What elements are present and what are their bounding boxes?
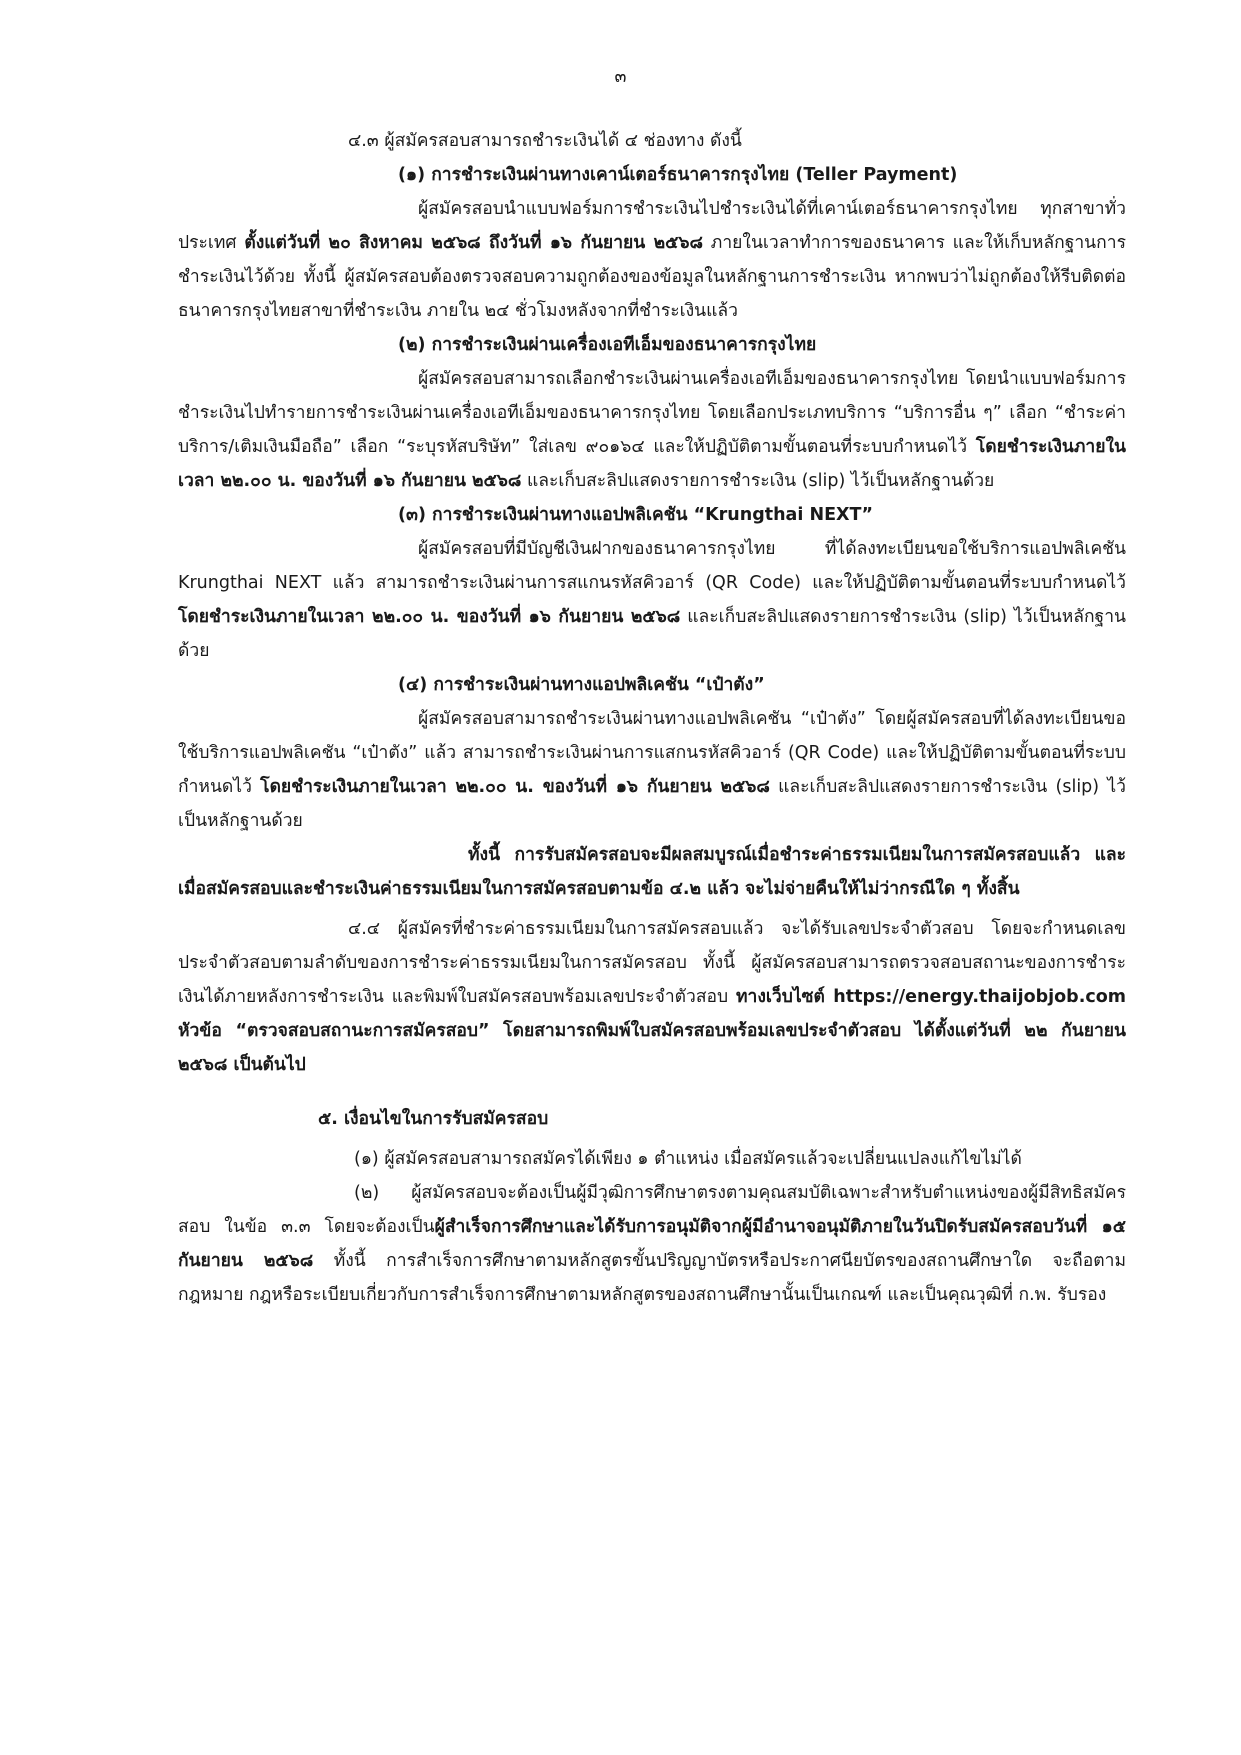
section-4-4-text: ๔.๔ ผู้สมัครที่ชำระค่าธรรมเนียมในการสมัครสอบแล้ว จะได้รับเลขประจำตัวสอบ โดยจะกำหนดเลขประจำตัวสอบตามลำดับของการชำระค่าธรรมเนียมในการสมัครสอบ ทั้งนี้ ผู้สมัครสอบสามารถตรวจสอบสถานะของการชำระเงินได้ภายหลังการชำระเงิน และพิมพ์ใบสมัครสอบพร้อมเลขประจำตัวสอบ: [178, 919, 1126, 1007]
section-5-item-2: [178, 1176, 1126, 1312]
channel-4-paragraph: [178, 702, 1126, 838]
channel-4-text-2: และเก็บสะลิปแสดงรายการชำระเงิน (slip) ไว้เป็นหลักฐานด้วย: [178, 777, 1126, 831]
channel-3-paragraph: [178, 532, 1126, 668]
section-5-item-2-text-1: (๒) ผู้สมัครสอบจะต้องเป็นผู้มีวุฒิการศึกษาตรงตามคุณสมบัติเฉพาะสำหรับตำแหน่งของผู้มีสิทธิสมัครสอบ ในข้อ ๓.๓ โดยจะต้องเป็น: [178, 1183, 1126, 1237]
channel-1-text-1: ผู้สมัครสอบนำแบบฟอร์มการชำระเงินไปชำระเงินได้ที่เคาน์เตอร์ธนาคารกรุงไทย ทุกสาขาทั่วประเทศ: [178, 199, 1126, 253]
channel-1-heading: (๑) การชำระเงินผ่านทางเคาน์เตอร์ธนาคารกรุงไทย (Teller Payment): [398, 165, 958, 185]
document-body: [178, 124, 1126, 1312]
page-number: ๓: [614, 67, 627, 87]
fee-nonrefund-note: ทั้งนี้ การรับสมัครสอบจะมีผลสมบูรณ์เมื่อชำระค่าธรรมเนียมในการสมัครสอบแล้ว และเมื่อสมัครสอบและชำระเงินค่าธรรมเนียมในการสมัครสอบตามข้อ ๔.๒ แล้ว จะไม่จ่ายคืนให้ไม่ว่ากรณีใด ๆ ทั้งสิ้น: [178, 845, 1126, 899]
section-5-heading: ๕. เงื่อนไขในการรับสมัครสอบ: [318, 1109, 549, 1129]
channel-2-paragraph: [178, 362, 1126, 498]
section-4-3-intro: ๔.๓ ผู้สมัครสอบสามารถชำระเงินได้ ๔ ช่องทาง ดังนี้: [348, 131, 742, 151]
section-5-item-1: (๑) ผู้สมัครสอบสามารถสมัครได้เพียง ๑ ตำแหน่ง เมื่อสมัครแล้วจะเปลี่ยนแปลงแก้ไขไม่ได้: [354, 1149, 1022, 1169]
channel-2-text-2: และเก็บสะลิปแสดงรายการชำระเงิน (slip) ไว้เป็นหลักฐานด้วย: [521, 471, 995, 491]
section-5-item-2-text-2: ทั้งนี้ การสำเร็จการศึกษาตามหลักสูตรขั้นปริญญาบัตรหรือประกาศนียบัตรของสถานศึกษาใด จะถือตามกฎหมาย กฎหรือระเบียบเกี่ยวกับการสำเร็จการศึกษาตามหลักสูตรของสถานศึกษานั้นเป็นเกณฑ์ และเป็นคุณวุฒิที่ ก.พ. รับรอง: [178, 1251, 1126, 1305]
section-5-item-2-bold: ผู้สำเร็จการศึกษาและได้รับการอนุมัติจากผู้มีอำนาจอนุมัติภายในวันปิดรับสมัครสอบวันที่ ๑๕ กันยายน ๒๕๖๘: [178, 1217, 1126, 1271]
channel-4-text-1: ผู้สมัครสอบสามารถชำระเงินผ่านทางแอปพลิเคชัน “เป๋าตัง” โดยผู้สมัครสอบที่ได้ลงทะเบียนขอใช้บริการแอปพลิเคชัน “เป๋าตัง” แล้ว สามารถชำระเงินผ่านการแสกนรหัสคิวอาร์ (QR Code) และให้ปฏิบัติตามขั้นตอนที่ระบบกำหนดไว้: [178, 709, 1126, 797]
channel-2-heading: (๒) การชำระเงินผ่านเครื่องเอทีเอ็มของธนาคารกรุงไทย: [398, 335, 817, 355]
channel-2-text-1: ผู้สมัครสอบสามารถเลือกชำระเงินผ่านเครื่องเอทีเอ็มของธนาคารกรุงไทย โดยนำแบบฟอร์มการชำระเงินไปทำรายการชำระเงินผ่านเครื่องเอทีเอ็มของธนาคารกรุงไทย โดยเลือกประเภทบริการ “บริการอื่น ๆ” เลือก “ชำระค่าบริการ/เติมเงินมือถือ” เลือก “ระบุรหัสบริษัท” ใส่เลข ๙๐๑๖๔ และให้ปฏิบัติตามขั้นตอนที่ระบบกำหนดไว้: [178, 369, 1126, 457]
channel-1-paragraph: [178, 192, 1126, 328]
channel-1-period: ตั้งแต่วันที่ ๒๐ สิงหาคม ๒๕๖๘ ถึงวันที่ ๑๖ กันยายน ๒๕๖๘: [244, 233, 703, 253]
channel-4-deadline: โดยชำระเงินภายในเวลา ๒๒.๐๐ น. ของวันที่ ๑๖ กันยายน ๒๕๖๘: [260, 777, 770, 797]
channel-3-heading: (๓) การชำระเงินผ่านทางแอปพลิเคชัน “Krungthai NEXT”: [398, 505, 873, 525]
section-4-4-website: ทางเว็บไซต์ https://energy.thaijobjob.com หัวข้อ “ตรวจสอบสถานะการสมัครสอบ” โดยสามารถพิมพ์ใบสมัครสอบพร้อมเลขประจำตัวสอบ ได้ตั้งแต่วันที่ ๒๒ กันยายน ๒๕๖๘ เป็นต้นไป: [178, 987, 1126, 1075]
channel-3-text-2: และเก็บสะลิปแสดงรายการชำระเงิน (slip) ไว้เป็นหลักฐานด้วย: [178, 607, 1126, 661]
channel-3-text-1: ผู้สมัครสอบที่มีบัญชีเงินฝากของธนาคารกรุงไทย ที่ได้ลงทะเบียนขอใช้บริการแอปพลิเคชัน Krungthai NEXT แล้ว สามารถชำระเงินผ่านการสแกนรหัสคิวอาร์ (QR Code) และให้ปฏิบัติตามขั้นตอนที่ระบบกำหนดไว้: [178, 539, 1126, 593]
channel-2-deadline: โดยชำระเงินภายในเวลา ๒๒.๐๐ น. ของวันที่ ๑๖ กันยายน ๒๕๖๘: [178, 437, 1126, 491]
channel-3-deadline: โดยชำระเงินภายในเวลา ๒๒.๐๐ น. ของวันที่ ๑๖ กันยายน ๒๕๖๘: [178, 607, 681, 627]
channel-4-heading: (๔) การชำระเงินผ่านทางแอปพลิเคชัน “เป๋าตัง”: [398, 675, 765, 695]
section-4-4-paragraph: [178, 912, 1126, 1082]
channel-1-text-2: ภายในเวลาทำการของธนาคาร และให้เก็บหลักฐานการชำระเงินไว้ด้วย ทั้งนี้ ผู้สมัครสอบต้องตรวจสอบความถูกต้องของข้อมูลในหลักฐานการชำระเงิน หากพบว่าไม่ถูกต้องให้รีบติดต่อธนาคารกรุงไทยสาขาที่ชำระเงิน ภายใน ๒๔ ชั่วโมงหลังจากที่ชำระเงินแล้ว: [178, 233, 1126, 321]
